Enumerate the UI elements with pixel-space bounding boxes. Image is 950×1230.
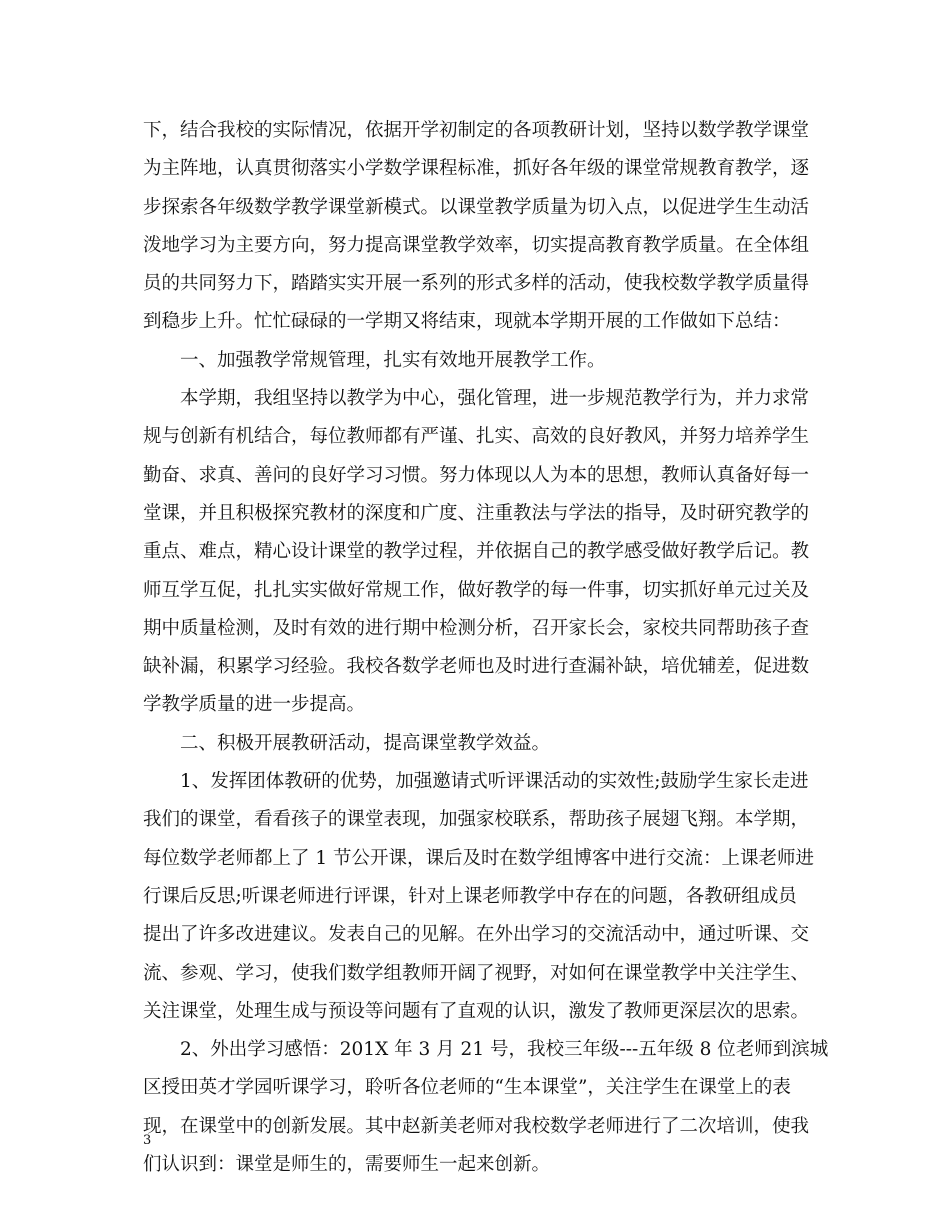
text-line: 步探索各年级数学教学课堂新模式。以课堂教学质量为切入点，以促进学生生动活 bbox=[143, 196, 810, 218]
text-line: 每位数学老师都上了 1 节公开课，课后及时在数学组博客中进行交流：上课老师进 bbox=[143, 847, 815, 869]
page-number: 3 bbox=[143, 1133, 152, 1148]
text-line: 到稳步上升。忙忙碌碌的一学期又将结束，现就本学期开展的工作做如下总结： bbox=[143, 311, 791, 333]
text-line: 堂课，并且积极探究教材的深度和广度、注重教法与学法的指导，及时研究教学的 bbox=[143, 502, 810, 524]
text-line: 行课后反思;听课老师进行评课，针对上课老师教学中存在的问题，各教研组成员 bbox=[143, 885, 797, 907]
text-line: 下，结合我校的实际情况，依据开学初制定的各项教研计划，坚持以数学教学课堂 bbox=[143, 120, 810, 141]
text-line: 关注课堂，处理生成与预设等问题有了直观的认识，激发了教师更深层次的思索。 bbox=[143, 1000, 810, 1022]
text-line: 本学期，我组坚持以教学为中心，强化管理，进一步规范教学行为，并力求常 bbox=[180, 388, 810, 410]
text-line: 我们的课堂，看看孩子的课堂表现，加强家校联系，帮助孩子展翅飞翔。本学期， bbox=[143, 809, 810, 831]
text-line: 泼地学习为主要方向，努力提高课堂教学效率，切实提高教育教学质量。在全体组 bbox=[143, 234, 810, 256]
text-line: 现，在课堂中的创新发展。其中赵新美老师对我校数学老师进行了二次培训，使我 bbox=[143, 1115, 810, 1137]
text-line: 学教学质量的进一步提高。 bbox=[143, 694, 366, 716]
document-body bbox=[143, 112, 829, 1184]
text-line: 2、外出学习感悟：201X 年 3 月 21 号，我校三年级---五年级 8 位老师到滨城 bbox=[180, 1039, 829, 1061]
text-line: 区授田英才学园听课学习，聆听各位老师的“生本课堂”，关注学生在课堂上的表 bbox=[143, 1077, 791, 1099]
text-line: 们认识到：课堂是师生的，需要师生一起来创新。 bbox=[143, 1154, 551, 1176]
text-line: 1、发挥团体教研的优势，加强邀请式听评课活动的实效性;鼓励学生家长走进 bbox=[180, 771, 809, 793]
text-line: 期中质量检测，及时有效的进行期中检测分析，召开家长会，家校共同帮助孩子查 bbox=[143, 617, 810, 639]
text-line: 提出了许多改进建议。发表自己的见解。在外出学习的交流活动中，通过听课、交 bbox=[143, 924, 810, 946]
text-line: 勤奋、求真、善问的良好学习习惯。努力体现以人为本的思想，教师认真备好每一 bbox=[143, 464, 810, 486]
text-line: 规与创新有机结合，每位教师都有严谨、扎实、高效的良好教风，并努力培养学生 bbox=[143, 426, 810, 448]
text-line: 师互学互促，扎扎实实做好常规工作，做好教学的每一件事，切实抓好单元过关及 bbox=[143, 579, 810, 601]
text-line: 一、加强教学常规管理，扎实有效地开展教学工作。 bbox=[180, 349, 606, 371]
text-line: 员的共同努力下，踏踏实实开展一系列的形式多样的活动，使我校数学教学质量得 bbox=[143, 273, 810, 295]
text-line: 缺补漏，积累学习经验。我校各数学老师也及时进行查漏补缺，培优辅差，促进数 bbox=[143, 656, 810, 678]
text-line: 二、积极开展教研活动，提高课堂教学效益。 bbox=[180, 732, 551, 754]
text-line: 流、参观、学习，使我们数学组教师开阔了视野，对如何在课堂教学中关注学生、 bbox=[143, 962, 810, 984]
text-line: 为主阵地，认真贯彻落实小学数学课程标准，抓好各年级的课堂常规教育教学，逐 bbox=[143, 158, 810, 180]
text-line: 重点、难点，精心设计课堂的教学过程，并依据自己的教学感受做好教学后记。教 bbox=[143, 541, 810, 563]
